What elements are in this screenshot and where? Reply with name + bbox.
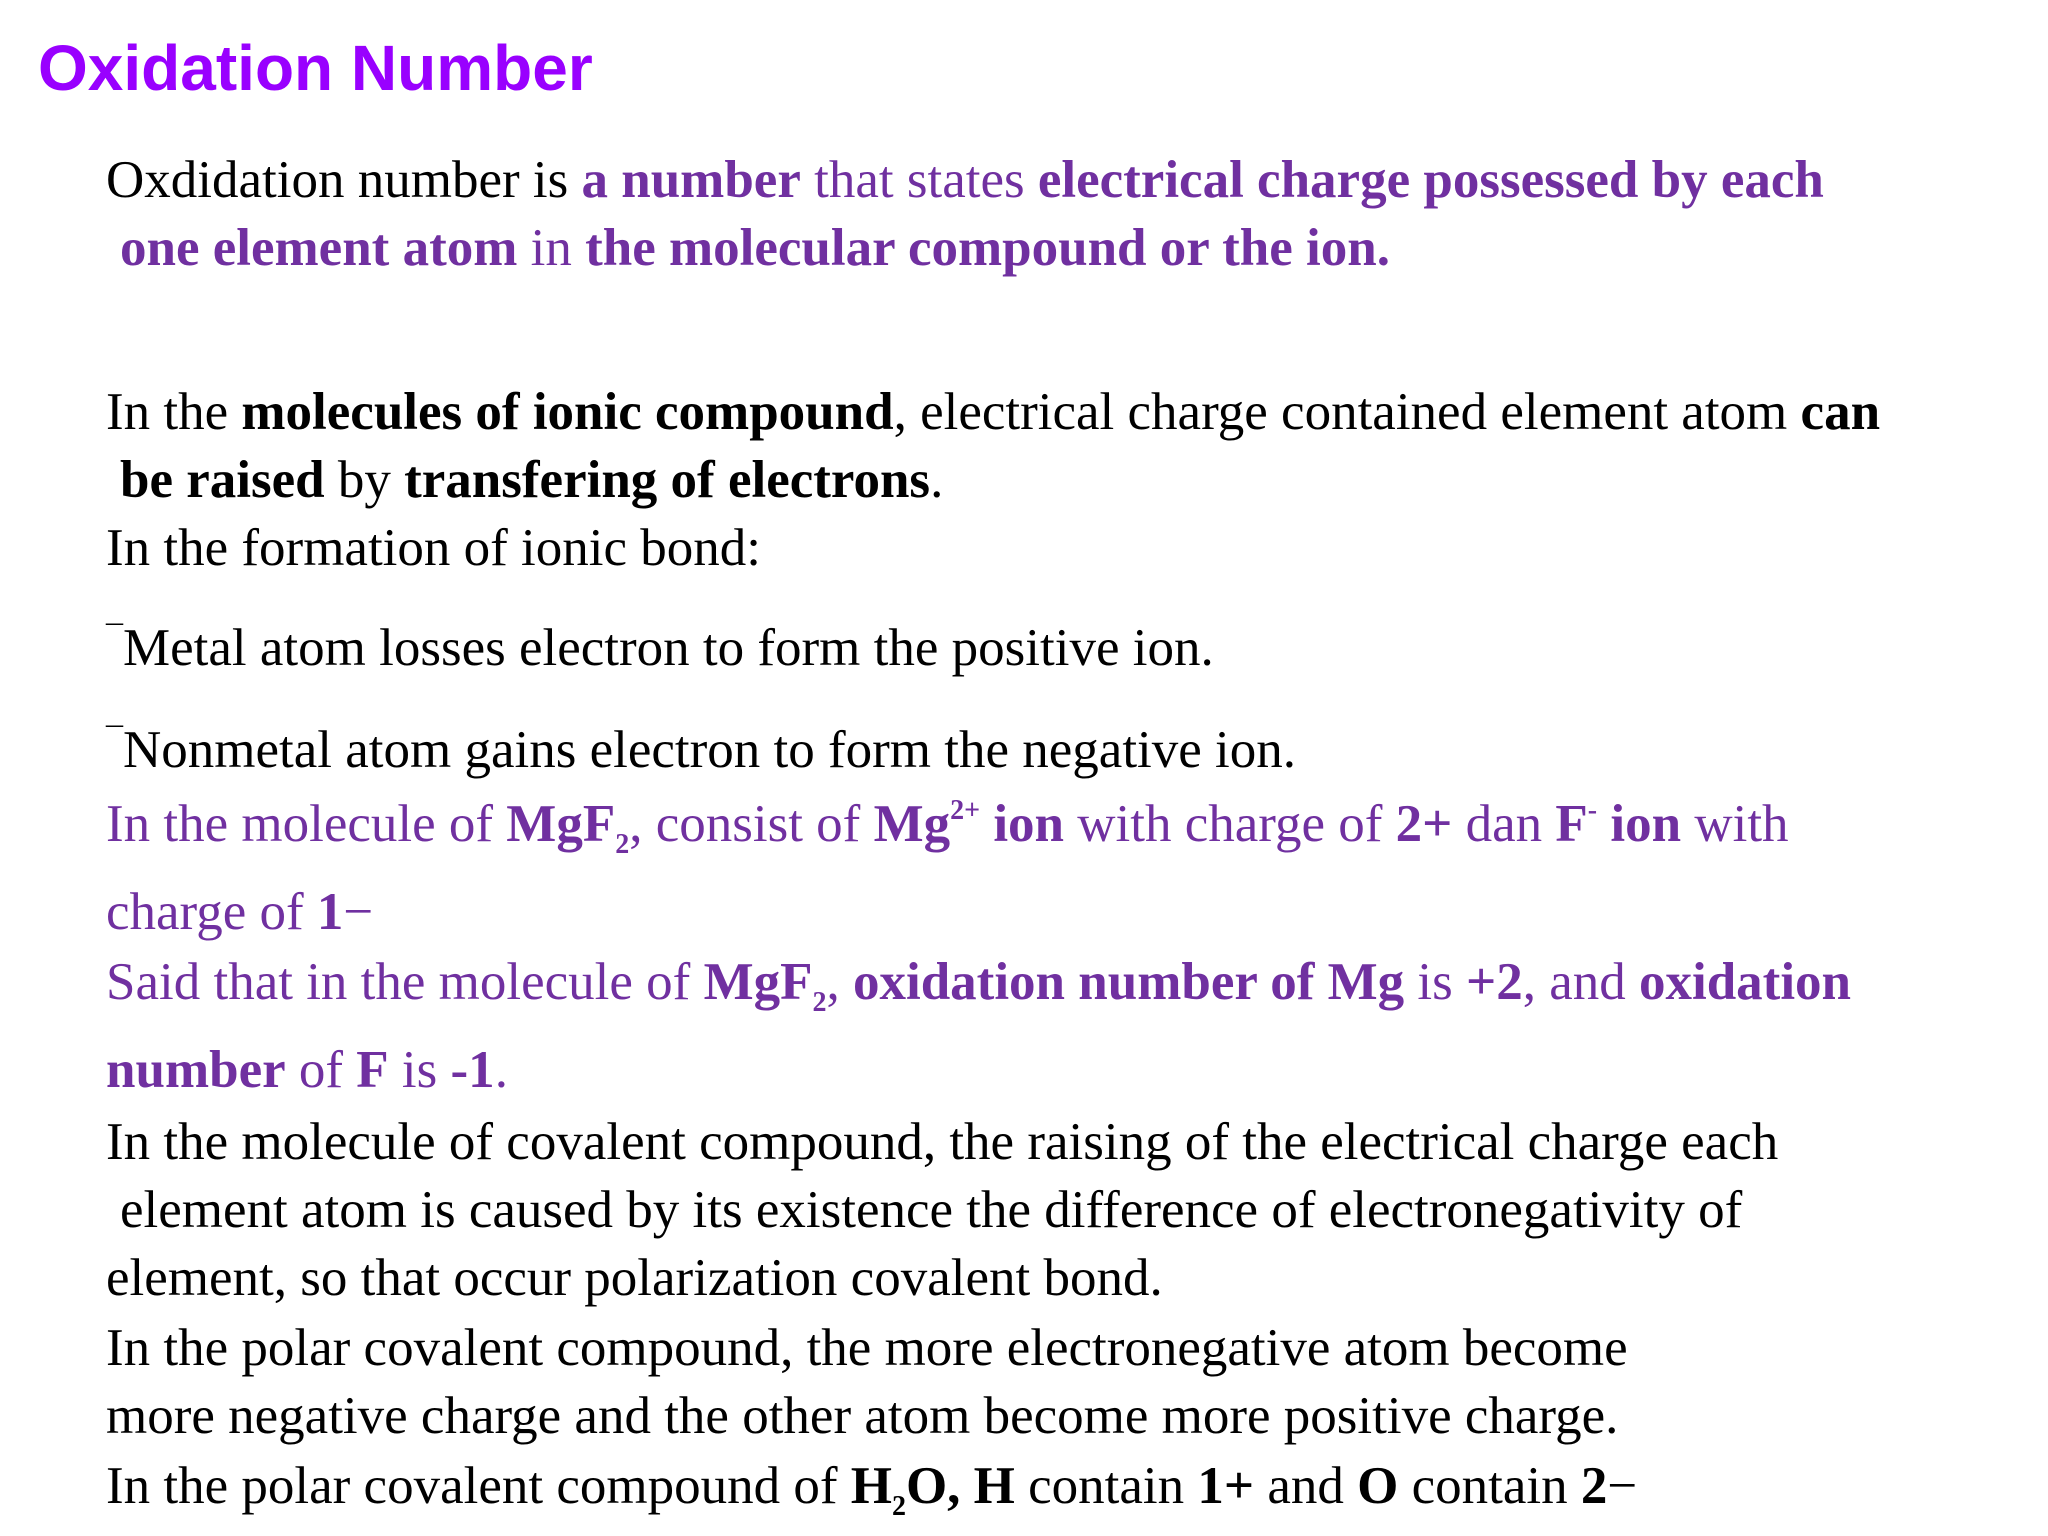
ionic-bold: can xyxy=(1800,383,1881,441)
covalent-line-5: more negative charge and the other atom become more positive charge. xyxy=(106,1387,1619,1445)
mgf2-text: , xyxy=(826,953,853,1011)
oxidation-value: +2 xyxy=(1466,953,1523,1011)
bullet-text: Nonmetal atom gains electron to form the negative ion. xyxy=(123,721,1297,779)
mgf2-line-1 xyxy=(106,792,1789,865)
charge-value: 2 xyxy=(1580,1457,1608,1515)
mgf2-bold: ion xyxy=(980,795,1065,853)
covalent-line-3: element, so that occur polarization covalent bond. xyxy=(106,1249,1163,1307)
formula-h2o: H xyxy=(850,1457,892,1515)
charge-superscript: - xyxy=(1587,795,1598,826)
definition-line-1 xyxy=(106,148,1824,212)
mgf2-text: , consist of xyxy=(629,795,874,853)
charge-value: 1+ xyxy=(1197,1457,1255,1515)
mgf2-text: Said that in the molecule of xyxy=(106,953,704,1011)
definition-highlight: the molecular compound or the ion. xyxy=(585,219,1390,277)
covalent-line-1: In the molecule of covalent compound, the raising of the electrical charge each xyxy=(106,1113,1779,1171)
mgf2-text: is xyxy=(388,1041,451,1099)
covalent-line-2: element atom is caused by its existence the difference of electronegativity of xyxy=(120,1181,1743,1239)
oxidation-value: -1 xyxy=(450,1041,495,1099)
charge-sign: − xyxy=(1607,1457,1638,1515)
ionic-text: In the xyxy=(106,383,242,441)
definition-text: Oxdidation number is xyxy=(106,151,582,209)
ionic-text: . xyxy=(930,451,944,509)
mgf2-text: with charge of xyxy=(1064,795,1396,853)
mgf2-bold: oxidation number of Mg xyxy=(852,953,1405,1011)
mgf2-bold: number xyxy=(106,1041,286,1099)
mgf2-text: In the molecule of xyxy=(106,795,507,853)
mgf2-text: with xyxy=(1681,795,1789,853)
formula-mgf2: MgF xyxy=(703,953,813,1011)
bullet-marker: ¯ xyxy=(106,620,123,657)
ionic-line-1 xyxy=(106,380,1880,444)
ionic-text: , electrical charge contained element atom xyxy=(893,383,1801,441)
mgf2-text: . xyxy=(494,1041,508,1099)
bullet-text: Metal atom losses electron to form the positive ion. xyxy=(123,619,1214,677)
bullet-marker: ¯ xyxy=(106,722,123,759)
formula-h2o: O, H xyxy=(905,1457,1015,1515)
mgf2-text: dan xyxy=(1452,795,1556,853)
mgf2-text: , and xyxy=(1522,953,1639,1011)
formula-f: F xyxy=(1555,795,1588,853)
charge-superscript: 2+ xyxy=(950,795,981,826)
formula-mg: Mg xyxy=(873,795,951,853)
formula-subscript: 2 xyxy=(812,987,827,1018)
definition-text: that states xyxy=(800,151,1038,209)
mgf2-line-2 xyxy=(106,880,373,944)
covalent-line-6 xyxy=(106,1454,1637,1527)
covalent-text: contain xyxy=(1398,1457,1581,1515)
covalent-text: and xyxy=(1254,1457,1358,1515)
ionic-bold: transfering of electrons xyxy=(404,451,931,509)
formula-subscript: 2 xyxy=(615,829,630,860)
ionic-bold: molecules of ionic compound xyxy=(241,383,894,441)
mgf2-text: of xyxy=(285,1041,357,1099)
formula-f: F xyxy=(356,1041,389,1099)
bullet-metal xyxy=(106,616,1214,687)
ionic-text: by xyxy=(324,451,405,509)
definition-highlight: one element atom xyxy=(120,219,518,277)
covalent-line-4: In the polar covalent compound, the more electronegative atom become xyxy=(106,1319,1628,1377)
ionic-bold: be raised xyxy=(120,451,325,509)
mgf2-bold: oxidation xyxy=(1638,953,1852,1011)
charge-sign: − xyxy=(343,883,374,941)
ionic-line-3: In the formation of ionic bond: xyxy=(106,519,761,577)
formula-o: O xyxy=(1357,1457,1399,1515)
mgf2-line-4 xyxy=(106,1038,508,1102)
mgf2-text: charge of xyxy=(106,883,317,941)
definition-line-2 xyxy=(120,216,1390,280)
bullet-nonmetal xyxy=(106,718,1296,789)
definition-text: in xyxy=(517,219,586,277)
ionic-line-2 xyxy=(120,448,943,512)
page-title: Oxidation Number xyxy=(38,32,593,104)
mgf2-text: is xyxy=(1404,953,1466,1011)
mgf2-line-3 xyxy=(106,950,1851,1023)
mgf2-bold: ion xyxy=(1597,795,1682,853)
formula-mgf2: MgF xyxy=(506,795,616,853)
covalent-text: In the polar covalent compound of xyxy=(106,1457,851,1515)
definition-highlight: a number xyxy=(581,151,801,209)
formula-subscript: 2 xyxy=(891,1491,906,1522)
definition-highlight: electrical charge possessed by each xyxy=(1037,151,1824,209)
covalent-text: contain xyxy=(1014,1457,1198,1515)
charge-value: 2+ xyxy=(1395,795,1453,853)
charge-value: 1 xyxy=(316,883,344,941)
